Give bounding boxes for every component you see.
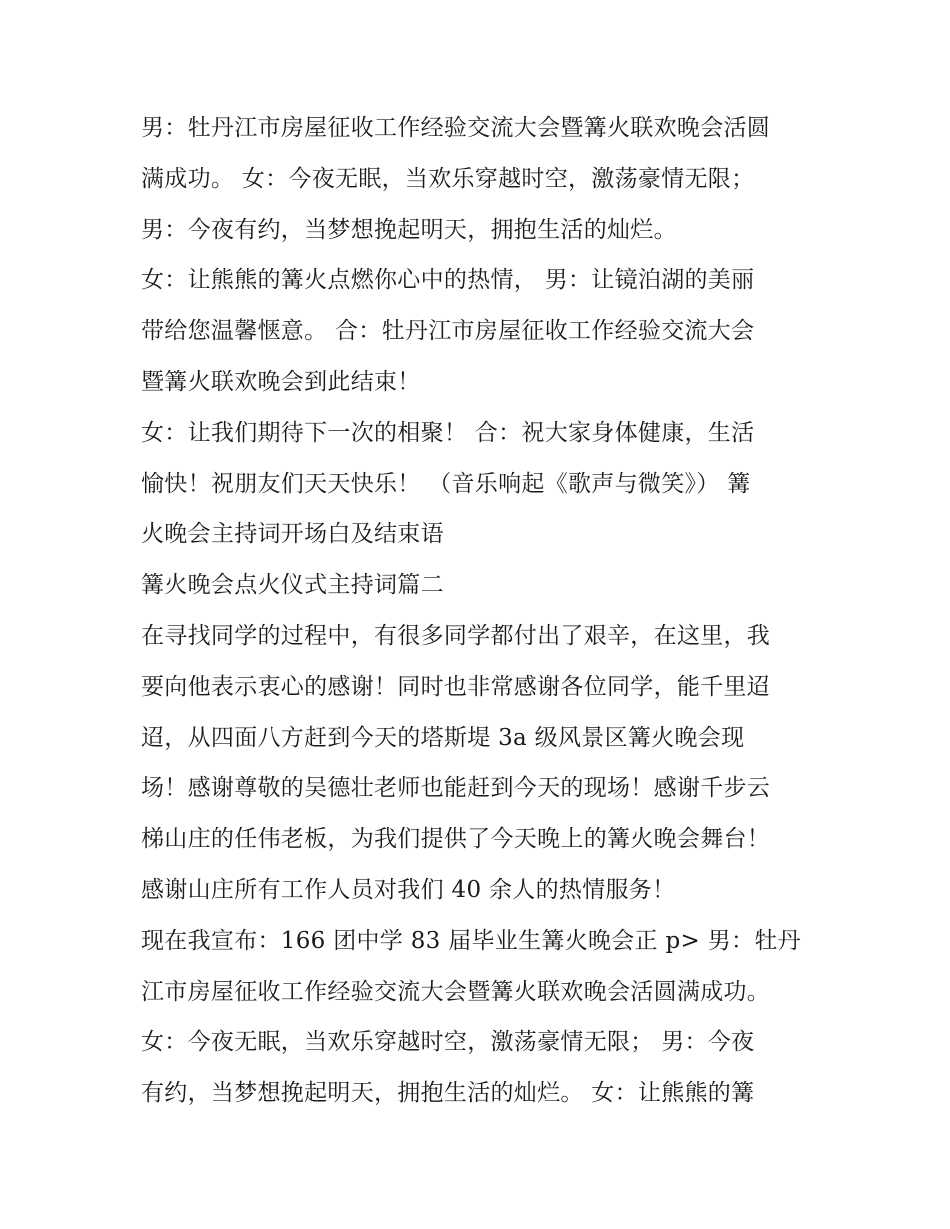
text-line: 满成功。 女：今夜无眠，当欢乐穿越时空，激荡豪情无限； [141,165,755,192]
text-line: 江市房屋征收工作经验交流大会暨篝火联欢晚会活圆满成功。 [141,978,771,1005]
text-line: 场！感谢尊敬的吴德壮老师也能赶到今天的现场！感谢千步云 [141,775,771,802]
text-line: 男：牡丹江市房屋征收工作经验交流大会暨篝火联欢晚会活圆 [141,115,771,141]
text-line: 梯山庄的任伟老板，为我们提供了今天晚上的篝火晚会舞台！ [141,826,771,853]
text-line: 暨篝火联欢晚会到此结束！ [141,368,421,395]
text-line: 感谢山庄所有工作人员对我们 40 余人的热情服务！ [141,876,676,903]
text-line: 女：让我们期待下一次的相聚！ 合：祝大家身体健康，生活 [141,419,755,446]
document-body [141,103,831,1119]
text-line: 女：让熊熊的篝火点燃你心中的热情， 男：让镜泊湖的美丽 [141,267,755,294]
text-line: 在寻找同学的过程中，有很多同学都付出了艰辛，在这里，我 [141,622,771,649]
text-line: 男：今夜有约，当梦想挽起明天，拥抱生活的灿烂。 [141,216,677,243]
text-line: 带给您温馨惬意。 合：牡丹江市房屋征收工作经验交流大会 [141,318,755,345]
text-line: 现在我宣布：166 团中学 83 届毕业生篝火晚会正 p> 男：牡丹 [141,927,801,954]
text-line: 要向他表示衷心的感谢！同时也非常感谢各位同学，能千里迢 [141,673,771,700]
text-line: 迢，从四面八方赶到今天的塔斯堤 3a 级风景区篝火晚会现 [141,724,745,751]
text-line: 有约，当梦想挽起明天，拥抱生活的灿烂。 女：让熊熊的篝 [141,1080,755,1107]
text-line: 女：今夜无眠，当欢乐穿越时空，激荡豪情无限； 男：今夜 [141,1029,755,1056]
text-line: 愉快！祝朋友们天天快乐！ （音乐响起《歌声与微笑》） 篝 [141,470,751,497]
text-line: 火晚会主持词开场白及结束语 [141,521,444,548]
section-heading: 篝火晚会点火仪式主持词篇二 [141,572,444,599]
